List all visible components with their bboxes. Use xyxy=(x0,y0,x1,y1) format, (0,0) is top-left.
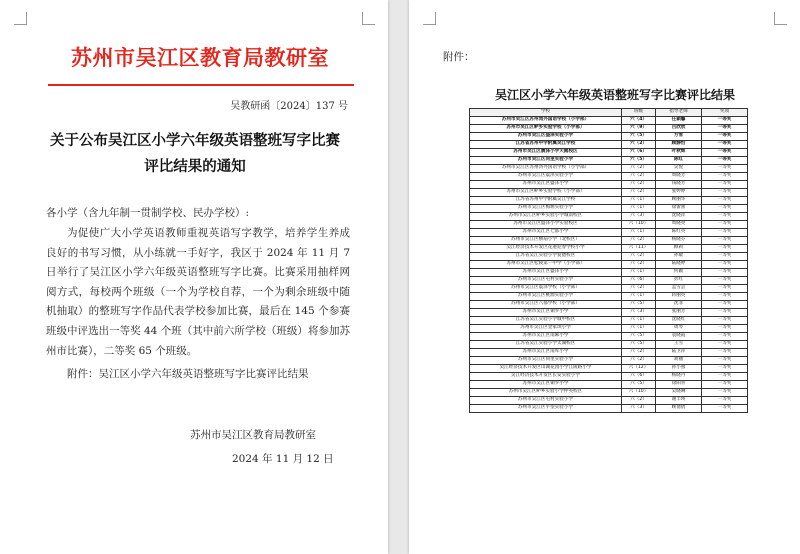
cell-class: 六（1） xyxy=(622,205,656,213)
cell-school: 苏州市吴江区鲈乡实验小学城南校区 xyxy=(470,213,622,221)
cell-award: 一等奖 xyxy=(702,333,748,341)
table-row xyxy=(470,141,748,149)
cell-class: 六（10） xyxy=(622,389,656,397)
document-title-line-1: 关于公布吴江区小学六年级英语整班写字比赛 xyxy=(50,132,340,149)
attachment-note: 附件：吴江区小学六年级英语整班写字比赛评比结果 xyxy=(67,368,309,380)
table-row xyxy=(470,125,748,133)
column-header-teacher: 指导老师 xyxy=(656,109,702,117)
cell-teacher: 孟雪芸 xyxy=(656,285,702,293)
cell-class: 六（1） xyxy=(622,229,656,237)
table-row xyxy=(470,117,748,125)
cell-award: 一等奖 xyxy=(702,325,748,333)
table-row xyxy=(470,213,748,221)
table-row xyxy=(470,285,748,293)
cell-class: 六（6） xyxy=(622,277,656,285)
cell-class: 六（11） xyxy=(622,245,656,253)
cell-class: 六（2） xyxy=(622,165,656,173)
column-header-class: 班级 xyxy=(622,109,656,117)
cell-class: 六（5） xyxy=(622,301,656,309)
cell-class: 六（5） xyxy=(622,381,656,389)
cell-teacher: 叶秋辉 xyxy=(656,149,702,157)
document-title-line-2: 评比结果的通知 xyxy=(144,158,246,175)
cell-school: 江苏省吴江实验小学太湖校区 xyxy=(470,341,622,349)
cell-school: 吴江经济技术开发区花港迎春学校小学 xyxy=(470,245,622,253)
cell-class: 六（6） xyxy=(622,149,656,157)
cell-school: 江苏省苏州中学附属吴江学校 xyxy=(470,141,622,149)
cell-class: 六（2） xyxy=(622,237,656,245)
table-row xyxy=(470,229,748,237)
cell-class: 六（2） xyxy=(622,181,656,189)
cell-school: 苏州市吴江区平望实验小学 xyxy=(470,405,622,413)
cell-class: 六（2） xyxy=(622,261,656,269)
cell-teacher: 蒋丽英 xyxy=(656,293,702,301)
cell-award: 一等奖 xyxy=(702,261,748,269)
results-table-body xyxy=(470,117,748,413)
cell-class: 六（1） xyxy=(622,197,656,205)
cell-teacher: 孙敏 xyxy=(656,253,702,261)
table-row xyxy=(470,277,748,285)
cell-school: 苏州市吴江区苏州湾外国语学校（小学部） xyxy=(470,117,622,125)
cell-class: 六（1） xyxy=(622,269,656,277)
cell-school: 苏州市吴江区金家坝小学 xyxy=(470,325,622,333)
cell-teacher: 周晓亮 xyxy=(656,221,702,229)
cell-school: 苏州市吴江区梅堰实验小学 xyxy=(470,205,622,213)
cell-teacher: 张婷婷 xyxy=(656,189,702,197)
table-row xyxy=(470,389,748,397)
cell-teacher: 徐阳青 xyxy=(656,381,702,389)
signature-date: 2024 年 11 月 12 日 xyxy=(232,453,334,465)
cell-school: 苏州市吴江区同里实验小学 xyxy=(470,157,622,165)
results-table-header-row xyxy=(470,109,748,117)
table-row xyxy=(470,325,748,333)
cell-award: 一等奖 xyxy=(702,117,748,125)
cell-teacher: 顾静怡 xyxy=(656,141,702,149)
cell-teacher: 胡丽 xyxy=(656,357,702,365)
table-row xyxy=(470,133,748,141)
cell-teacher: 陈红英 xyxy=(656,229,702,237)
document-number: 吴教研函〔2024〕137 号 xyxy=(230,101,348,112)
cell-teacher: 周琴 xyxy=(656,325,702,333)
cell-school: 苏州市吴江区同里实验小学 xyxy=(470,357,622,365)
cell-teacher: 周晓芳 xyxy=(656,173,702,181)
cell-school: 苏州市吴江区横扇小学（北校区） xyxy=(470,237,622,245)
cell-school: 苏州市吴江区震泽实验小学 xyxy=(470,173,622,181)
cell-award: 一等奖 xyxy=(702,237,748,245)
table-row xyxy=(470,293,748,301)
cell-teacher: 顾倩倩 xyxy=(656,405,702,413)
cell-school: 苏州市吴江区鲈乡实验学校（小学部） xyxy=(470,189,622,197)
cell-award: 一等奖 xyxy=(702,309,748,317)
cell-class: 六（9） xyxy=(622,125,656,133)
cell-teacher: 陆晓婷 xyxy=(656,261,702,269)
cell-teacher: 顾莉 xyxy=(656,245,702,253)
cell-school: 江苏省吴江实验小学爱德校区 xyxy=(470,253,622,261)
cell-school: 吴江经济技术开发区山湖花园小学江陵路小学 xyxy=(470,365,622,373)
cell-class: 六（2） xyxy=(622,253,656,261)
cell-award: 一等奖 xyxy=(702,133,748,141)
page-margin-mark xyxy=(14,12,27,25)
cell-class: 六（2） xyxy=(622,397,656,405)
table-row xyxy=(470,341,748,349)
cell-award: 一等奖 xyxy=(702,293,748,301)
cell-class: 六（2） xyxy=(622,357,656,365)
cell-teacher: 谢丰瑛 xyxy=(656,397,702,405)
page-margin-mark xyxy=(362,12,375,25)
cell-award: 一等奖 xyxy=(702,397,748,405)
table-row xyxy=(470,181,748,189)
table-row xyxy=(470,149,748,157)
cell-school: 苏州市吴江区铜罗小学 xyxy=(470,309,622,317)
cell-class: 六（2） xyxy=(622,285,656,293)
cell-award: 一等奖 xyxy=(702,157,748,165)
cell-class: 六（1） xyxy=(622,325,656,333)
table-row xyxy=(470,349,748,357)
table-row xyxy=(470,317,748,325)
cell-school: 苏州市吴江区盛泽小学 xyxy=(470,181,622,189)
cell-teacher: 杨晓丹 xyxy=(656,373,702,381)
cell-class: 六（12） xyxy=(622,365,656,373)
cell-school: 苏州市吴江区七都小学 xyxy=(470,229,622,237)
cell-class: 六（6） xyxy=(622,373,656,381)
cell-award: 一等奖 xyxy=(702,373,748,381)
table-row xyxy=(470,261,748,269)
cell-award: 一等奖 xyxy=(702,189,748,197)
cell-class: 六（3） xyxy=(622,213,656,221)
cell-teacher: 沈菲 xyxy=(656,301,702,309)
cell-school: 苏州市吴江区铜罗小学 xyxy=(470,381,622,389)
cell-school: 苏州市吴江区盛泽实验小学 xyxy=(470,133,622,141)
cell-class: 六（2） xyxy=(622,141,656,149)
table-row xyxy=(470,365,748,373)
cell-class: 六（5） xyxy=(622,157,656,165)
cell-class: 六（10） xyxy=(622,221,656,229)
cell-teacher: 孙小燕 xyxy=(656,365,702,373)
document-title xyxy=(40,128,350,180)
cell-teacher: 吴晓琳 xyxy=(656,389,702,397)
cell-school: 江苏省吴江实验小学城中校区 xyxy=(470,317,622,325)
cell-award: 一等奖 xyxy=(702,213,748,221)
cell-award: 一等奖 xyxy=(702,221,748,229)
cell-award: 一等奖 xyxy=(702,269,748,277)
cell-school: 苏州市吴江区盛泽小学实验校区 xyxy=(470,221,622,229)
cell-school: 苏州市吴江区松陵第一中学（小学部） xyxy=(470,261,622,269)
cell-award: 一等奖 xyxy=(702,197,748,205)
cell-award: 一等奖 xyxy=(702,173,748,181)
column-header-award: 奖项 xyxy=(702,109,748,117)
document-masthead: 苏州市吴江区教育局教研室 xyxy=(71,45,329,70)
cell-award: 一等奖 xyxy=(702,181,748,189)
cell-class: 六（5） xyxy=(622,341,656,349)
table-row xyxy=(470,221,748,229)
cell-award: 一等奖 xyxy=(702,141,748,149)
page-margin-mark xyxy=(423,12,436,25)
table-row xyxy=(470,157,748,165)
results-table xyxy=(469,108,748,413)
attachment-label: 附件： xyxy=(443,51,475,63)
table-row xyxy=(470,173,748,181)
salutation: 各小学（含九年制一贯制学校、民办学校）: xyxy=(46,207,250,219)
table-row xyxy=(470,245,748,253)
cell-award: 一等奖 xyxy=(702,365,748,373)
cell-award: 一等奖 xyxy=(702,229,748,237)
cell-school: 江苏省苏州中学附属吴江学校 xyxy=(470,197,622,205)
page-margin-mark xyxy=(774,12,787,25)
cell-class: 六（4） xyxy=(622,117,656,125)
cell-school: 苏州市吴江区震泽小学天鹅校区 xyxy=(470,149,622,157)
cell-award: 一等奖 xyxy=(702,285,748,293)
cell-award: 一等奖 xyxy=(702,253,748,261)
cell-teacher: 吕欣欣 xyxy=(656,125,702,133)
table-row xyxy=(470,381,748,389)
table-row xyxy=(470,309,748,317)
cell-class: 六（2） xyxy=(622,189,656,197)
cell-award: 一等奖 xyxy=(702,381,748,389)
cell-award: 一等奖 xyxy=(702,341,748,349)
cell-teacher: 何颖 xyxy=(656,269,702,277)
cell-class: 六（1） xyxy=(622,317,656,325)
cell-teacher: 彭红 xyxy=(656,277,702,285)
cell-award: 一等奖 xyxy=(702,301,748,309)
cell-school: 苏州市吴江区八都学校（小学部） xyxy=(470,301,622,309)
table-row xyxy=(470,205,748,213)
cell-award: 一等奖 xyxy=(702,125,748,133)
cell-class: 六（3） xyxy=(622,405,656,413)
cell-award: 一等奖 xyxy=(702,149,748,157)
cell-teacher: 王雪 xyxy=(656,341,702,349)
cell-class: 六（3） xyxy=(622,309,656,317)
cell-award: 一等奖 xyxy=(702,277,748,285)
cell-teacher: 陈红 xyxy=(656,157,702,165)
cell-class: 六（2） xyxy=(622,349,656,357)
cell-class: 六（1） xyxy=(622,293,656,301)
cell-award: 一等奖 xyxy=(702,317,748,325)
cell-school: 吴江经济技术开发区长安实验小学 xyxy=(470,373,622,381)
cell-school: 苏州市吴江区震泽学校（小学部） xyxy=(470,285,622,293)
cell-award: 一等奖 xyxy=(702,205,748,213)
signature-organization: 苏州市吴江区教育局教研室 xyxy=(190,429,316,441)
table-row xyxy=(470,357,748,365)
cell-school: 苏州市吴江区鲈乡实验小学仲英校区 xyxy=(470,389,622,397)
notice-body: 为促使广大小学英语教师重视英语写字教学，培养学生养成良好的书写习惯，从小练就一手好字，我区于 2024 年 11 月 7 日举行了吴江区小学六年级英语整班写字比赛。比赛采用抽样网阅方式，每校两个班级（一个为学校自荐，一个为剩余班级中随机抽取）的整班写字作品代表学校参加比赛，最后在 145 个参赛班级中评选出一等奖 44 个班（其中前六所学校（班级）将参加苏州市比赛），二等奖 65 个班级。 xyxy=(46,227,350,357)
cell-school: 苏州市吴江区南厍小学 xyxy=(470,349,622,357)
table-row xyxy=(470,253,748,261)
table-row xyxy=(470,237,748,245)
cell-school: 苏州市吴江区盛泽小学 xyxy=(470,269,622,277)
table-row xyxy=(470,373,748,381)
cell-teacher: 方雪 xyxy=(656,133,702,141)
document-page-notice xyxy=(0,0,388,554)
cell-school: 苏州市吴江区鲈乡实验学校（小学部） xyxy=(470,125,622,133)
cell-school: 苏州市吴江区南麻小学 xyxy=(470,333,622,341)
table-row xyxy=(470,301,748,309)
cell-award: 一等奖 xyxy=(702,349,748,357)
results-table-title: 吴江区小学六年级英语整班写字比赛评比结果 xyxy=(494,88,735,102)
document-page-attachment xyxy=(409,0,800,554)
column-header-school: 学校 xyxy=(470,109,622,117)
cell-award: 一等奖 xyxy=(702,165,748,173)
table-row xyxy=(470,189,748,197)
cell-award: 一等奖 xyxy=(702,245,748,253)
table-row xyxy=(470,269,748,277)
table-row xyxy=(470,405,748,413)
cell-teacher: 吴悦 xyxy=(656,165,702,173)
cell-teacher: 沈晓红 xyxy=(656,317,702,325)
cell-school: 苏州市吴江区苏州湾外国语学校（小学部） xyxy=(470,165,622,173)
cell-teacher: 钱晓芳 xyxy=(656,181,702,189)
table-row xyxy=(470,333,748,341)
cell-school: 苏州市吴江区桃源实验小学 xyxy=(470,293,622,301)
cell-teacher: 陆卫萍 xyxy=(656,349,702,357)
cell-teacher: 沈晓萍 xyxy=(656,213,702,221)
cell-teacher: 顾丽华 xyxy=(656,197,702,205)
masthead-red-rule xyxy=(48,84,354,86)
cell-school: 苏州市吴江区屯村实验小学 xyxy=(470,277,622,285)
cell-teacher: 杨晓芬 xyxy=(656,237,702,245)
cell-teacher: 张丽芳 xyxy=(656,309,702,317)
cell-award: 一等奖 xyxy=(702,357,748,365)
cell-class: 六（5） xyxy=(622,133,656,141)
cell-teacher: 袁晓霞 xyxy=(656,333,702,341)
cell-class: 六（5） xyxy=(622,333,656,341)
cell-award: 一等奖 xyxy=(702,389,748,397)
cell-class: 六（2） xyxy=(622,173,656,181)
cell-school: 苏州市吴江区屯村实验小学 xyxy=(470,397,622,405)
table-row xyxy=(470,165,748,173)
cell-award: 一等奖 xyxy=(702,405,748,413)
table-row xyxy=(470,197,748,205)
cell-teacher: 任颖馨 xyxy=(656,117,702,125)
table-row xyxy=(470,397,748,405)
cell-teacher: 徐蕾蕾 xyxy=(656,205,702,213)
